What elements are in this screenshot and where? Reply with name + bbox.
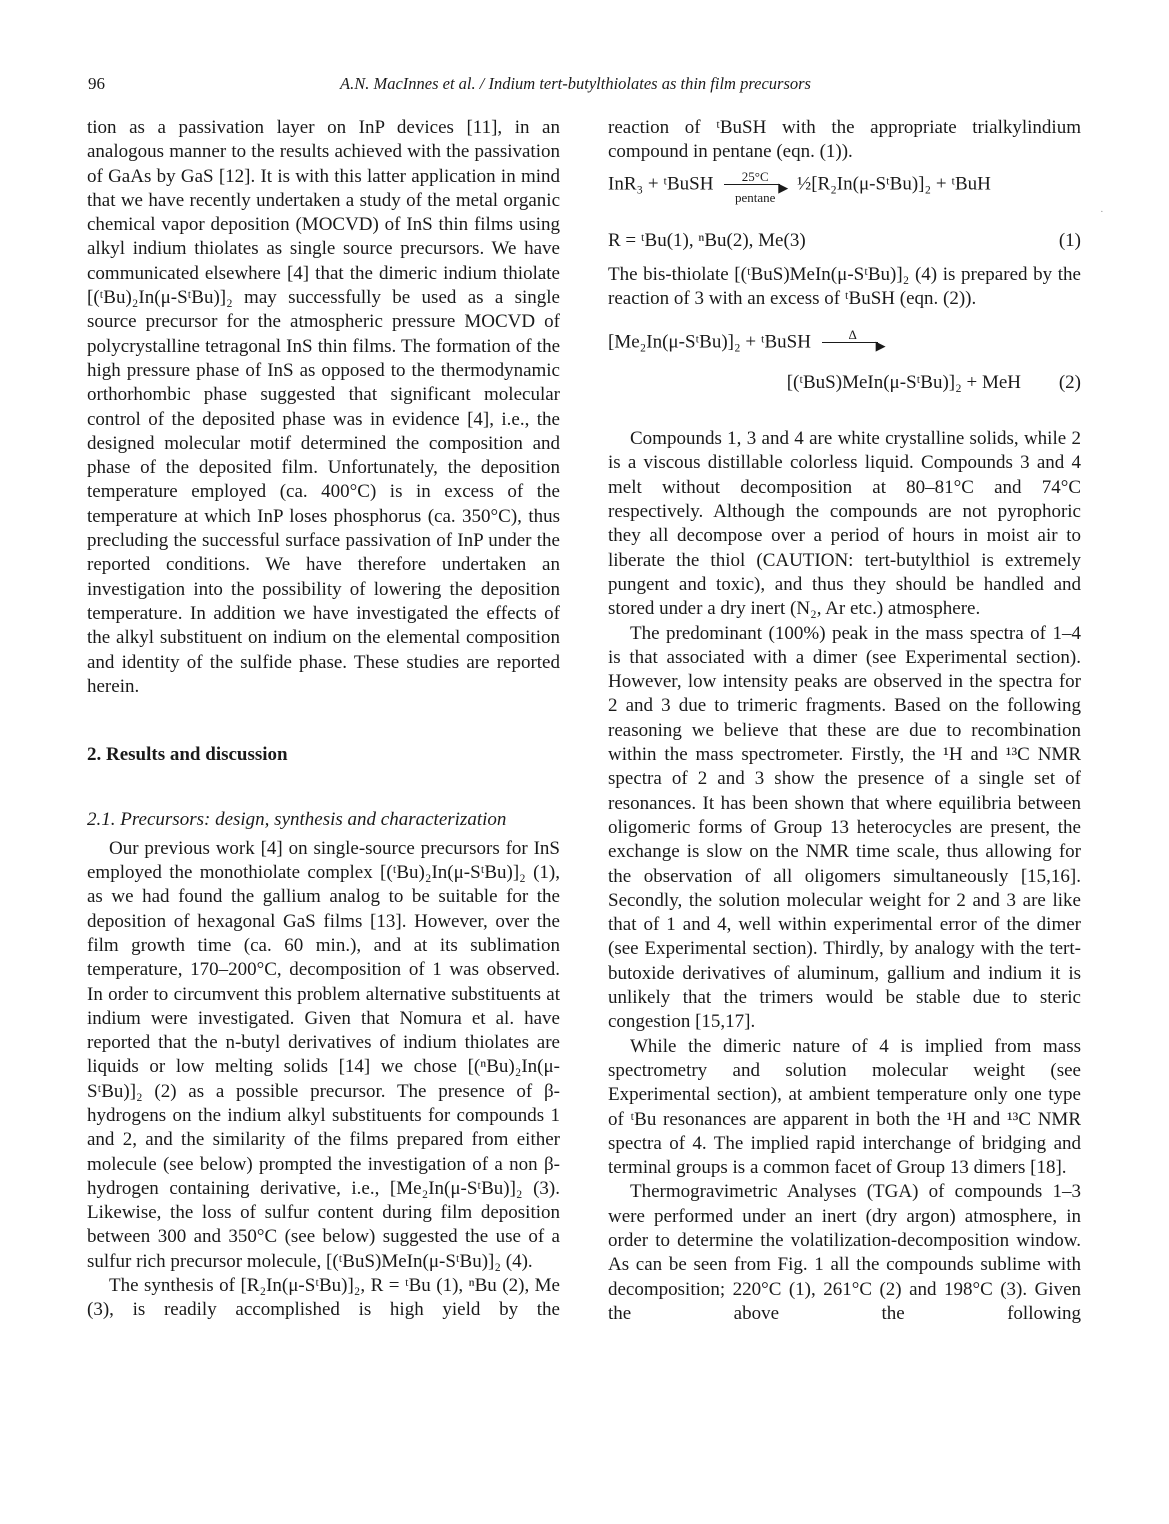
arrow-right-icon: ▶ [875, 338, 886, 354]
equation-2-line-2 [608, 371, 1081, 407]
equation-1-condition-temperature: 25°C [741, 168, 769, 184]
running-head: A.N. MacInnes et al. / Indium tert-butylthiolates as thin film precursors [340, 74, 811, 93]
right-column [608, 116, 1081, 1326]
equation-1-number: (1) [1058, 229, 1081, 251]
synthesis-paragraph: The synthesis of [R₂In(μ-SᵗBu)]₂, R = ᵗBu (1), ⁿBu (2), Me (3), is readily accomplished is high yield by the [87, 1275, 560, 1321]
equation-2-rhs: [(ᵗBuS)MeIn(μ-SᵗBu)]₂ + MeH [786, 372, 1021, 394]
equation-2-condition-heat: Δ [848, 327, 857, 343]
intro-paragraph: tion as a passivation layer on InP devices [11], in an analogous manner to the results achieved with the passivation of GaAs by GaS [12]. It is with this latter application in mind that we have recently undertaken a study of the metal organic chemical vapor deposition (MOCVD) of InS thin films using alkyl indium thiolates as single source precursors. We have communicated elsewhere [4] that the dimeric indium thiolate [(ᵗBu)₂In(μ-SᵗBu)]₂ may successfully be used as a single source precursor for the atmospheric pressure MOCVD of polycrystalline tetragonal InS thin films. The formation of the high pressure phase of InS as opposed to the thermodynamic orthorhombic phase suggested that significant molecular control of the deposited phase was in evidence [4], i.e., the designed molecular motif determined the composition and phase of the deposited film. Unfortunately, the deposition temperature employed (ca. 400°C) is in excess of the temperature at which InP loses phosphorus (ca. 350°C), thus precluding the successful surface passivation of InP under the reported conditions. We have therefore undertaken an investigation into the possibility of lowering the deposition temperature. In addition we have investigated the effects of the alkyl substituent on indium on the elemental composition and identity of the sulfide phase. These studies are reported herein. [87, 117, 560, 697]
left-column [87, 116, 560, 1323]
equation-1-r-definition: R = ᵗBu(1), ⁿBu(2), Me(3) [608, 229, 806, 251]
equation-1-r-definition-line [608, 229, 1081, 263]
compounds-paragraph: Compounds 1, 3 and 4 are white crystalline solids, while 2 is a viscous distillable colorless liquid. Compounds 3 and 4 melt without decomposition at 80–81°C and 74°C respectively. Although the compounds are not pyrophoric they all decompose over a period of hours in moist air to liberate the thiol (CAUTION: tert-butylthiol is extremely pungent and toxic), and thus they should be handled and stored under a dry inert (N₂, Ar etc.) atmosphere. [608, 428, 1081, 620]
equation-2-arrow [822, 323, 884, 363]
mass-spectra-paragraph: The predominant (100%) peak in the mass spectra of 1–4 is that associated with a dimer (see Experimental section). However, low intensity peaks are observed in the spectra for 2 and 3 due to trimeric fragments. Based on the following reasoning we believe that these are due to recombination within the mass spectrometer. Firstly, the ¹H and ¹³C NMR spectra of 2 and 3 show the presence of a single set of resonances. It has been shown that where equilibria between oligomeric forms of Group 13 heterocycles are present, the exchange is slow on the NMR time scale, thus allowing for the observation of all oligomers simultaneously [15,16]. Secondly, the solution molecular weight for 2 and 3 are like that of 1 and 4, well within experimental error of the dimer (see Experimental section). Thirdly, by analogy with the tert-butoxide derivatives of aluminum, gallium and indium it is unlikely that the trimers would be stable due to steric congestion [15,17]. [608, 622, 1081, 1033]
arrow-right-icon: ▶ [778, 179, 789, 195]
dimeric-paragraph: While the dimeric nature of 4 is implied from mass spectrometry and solution molecular weight (see Experimental section), at ambient temperature only one type of ᵗBu resonances are apparent in both the ¹H and ¹³C NMR spectra of 4. The implied rapid interchange of bridging and terminal groups is a common facet of Group 13 dimers [18]. [608, 1035, 1081, 1179]
equation-1-lhs: InR₃ + ᵗBuSH [608, 172, 714, 194]
equation-1-arrow [724, 165, 789, 205]
tga-paragraph: Thermogravimetric Analyses (TGA) of compounds 1–3 were performed under an inert (dry argon) atmosphere, in order to determine the volatilization-decomposition window. As can be seen from Fig. 1 all the compounds sublime with decomposition; 220°C (1), 261°C (2) and 198°C (3). Given the above the following [608, 1181, 1081, 1324]
page-number: 96 [88, 74, 105, 93]
equation-1-condition-solvent: pentane [734, 189, 776, 205]
previous-work-paragraph: Our previous work [4] on single-source precursors for InS employed the monothiolate complex [(ᵗBu)₂In(μ-SᵗBu)]₂ (1), as we had found the gallium analog to be suitable for the deposition of hexagonal GaS films [13]. However, over the film growth time (ca. 60 min.), and at its sublimation temperature, 170–200°C, decomposition of 1 was observed. In order to circumvent this problem alternative substituents at indium were investigated. Given that Nomura et al. have reported that the n-butyl derivatives of indium thiolates are liquids or low melting solids [14] we chose [(ⁿBu)₂In(μ-SᵗBu)]₂ (2) as a possible precursor. The presence of β-hydrogens on the indium alkyl substituents for compounds 1 and 2, and the similarity of the films prepared from either molecule (see below) prompted the investigation of a non β-hydrogen containing derivative, i.e., [Me₂In(μ-SᵗBu)]₂ (3). Likewise, the loss of sulfur content during film deposition between 300 and 350°C (see below) suggested the use of a sulfur rich precursor molecule, [(ᵗBuS)MeIn(μ-SᵗBu)]₂ (4). [87, 837, 560, 1272]
equation-1 [608, 165, 1081, 217]
page-header [0, 74, 1169, 98]
equation-2-number: (2) [1058, 372, 1081, 394]
equation-1-rhs: ½[R₂In(μ-SᵗBu)]₂ + ᵗBuH [796, 172, 991, 194]
reaction-paragraph: reaction of ᵗBuSH with the appropriate trialkylindium compound in pentane (eqn. (1)). [608, 117, 1081, 163]
margin-mark: · [1100, 206, 1104, 218]
equation-2-lhs: [Me₂In(μ-SᵗBu)]₂ + ᵗBuSH [608, 331, 811, 353]
section-heading: 2. Results and discussion [87, 744, 288, 766]
equation-2-line-1 [608, 323, 1081, 363]
subsection-heading: 2.1. Precursors: design, synthesis and characterization [87, 809, 507, 831]
bisthiolate-paragraph: The bis-thiolate [(ᵗBuS)MeIn(μ-SᵗBu)]₂ (4) is prepared by the reaction of 3 with an excess of ᵗBuSH (eqn. (2)). [608, 263, 1081, 309]
